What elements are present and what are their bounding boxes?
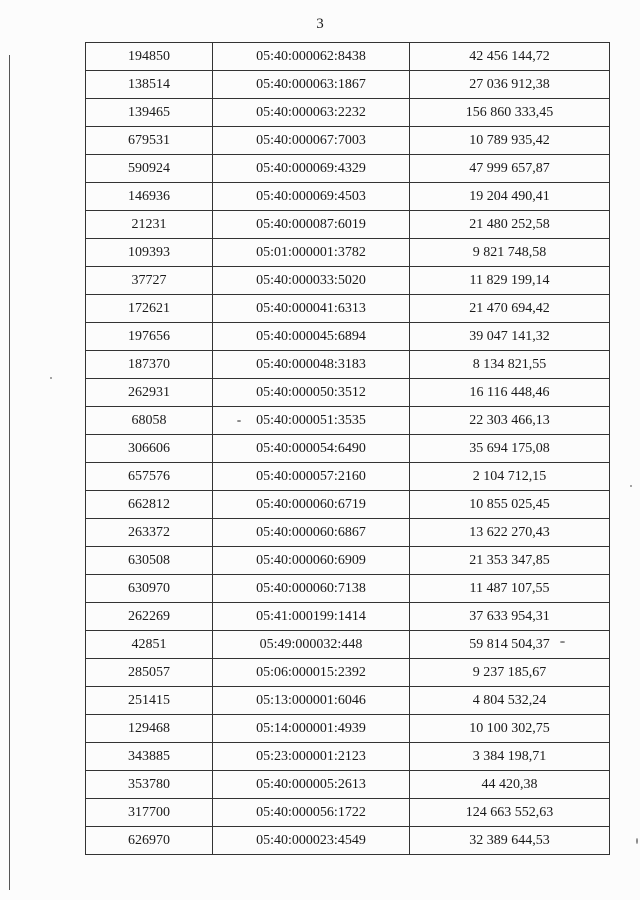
area-cell: 21231 [86, 211, 213, 239]
table-body [86, 43, 610, 855]
table-row [86, 435, 610, 463]
value-cell: 10 100 302,75 [410, 715, 610, 743]
cadastral-number-cell: 05:40:000067:7003 [213, 127, 410, 155]
table-row [86, 183, 610, 211]
value-cell: 2 104 712,15 [410, 463, 610, 491]
value-cell: 156 860 333,45 [410, 99, 610, 127]
cadastral-number-cell: 05:40:000060:6909 [213, 547, 410, 575]
area-cell: 139465 [86, 99, 213, 127]
scan-speck [630, 485, 632, 487]
cadastral-number-cell: 05:40:000069:4503 [213, 183, 410, 211]
area-cell: 679531 [86, 127, 213, 155]
cadastral-number-cell: 05:40:000063:1867 [213, 71, 410, 99]
cadastral-number-cell: 05:40:000057:2160 [213, 463, 410, 491]
cadastral-number-cell: 05:06:000015:2392 [213, 659, 410, 687]
table-row [86, 799, 610, 827]
cadastral-number-cell: 05:01:000001:3782 [213, 239, 410, 267]
cadastral-number-cell: 05:23:000001:2123 [213, 743, 410, 771]
table-row [86, 127, 610, 155]
cadastral-number-cell: 05:40:000033:5020 [213, 267, 410, 295]
value-cell: 47 999 657,87 [410, 155, 610, 183]
value-cell: 11 829 199,14 [410, 267, 610, 295]
area-cell: 262931 [86, 379, 213, 407]
value-cell: 8 134 821,55 [410, 351, 610, 379]
value-cell: 21 480 252,58 [410, 211, 610, 239]
table-row [86, 71, 610, 99]
cadastral-number-cell: 05:40:000048:3183 [213, 351, 410, 379]
value-cell: 39 047 141,32 [410, 323, 610, 351]
area-cell: 251415 [86, 687, 213, 715]
area-cell: 109393 [86, 239, 213, 267]
table-row [86, 155, 610, 183]
area-cell: 285057 [86, 659, 213, 687]
table-row [86, 575, 610, 603]
area-cell: 317700 [86, 799, 213, 827]
value-cell: 9 237 185,67 [410, 659, 610, 687]
table-row [86, 547, 610, 575]
table-row [86, 323, 610, 351]
cadastral-number-cell: 05:13:000001:6046 [213, 687, 410, 715]
value-cell: 11 487 107,55 [410, 575, 610, 603]
area-cell: 263372 [86, 519, 213, 547]
area-cell: 353780 [86, 771, 213, 799]
area-cell: 42851 [86, 631, 213, 659]
value-cell: 10 789 935,42 [410, 127, 610, 155]
table-row [86, 407, 610, 435]
cadastral-number-cell: 05:40:000056:1722 [213, 799, 410, 827]
table-row [86, 239, 610, 267]
area-cell: 129468 [86, 715, 213, 743]
value-cell: 42 456 144,72 [410, 43, 610, 71]
value-cell: 44 420,38 [410, 771, 610, 799]
area-cell: 590924 [86, 155, 213, 183]
value-cell: 3 384 198,71 [410, 743, 610, 771]
table-row [86, 827, 610, 855]
area-cell: 197656 [86, 323, 213, 351]
cadastral-number-cell: 05:40:000050:3512 [213, 379, 410, 407]
area-cell: 194850 [86, 43, 213, 71]
scan-speck [560, 641, 565, 643]
cadastral-number-cell: 05:49:000032:448 [213, 631, 410, 659]
value-cell: 10 855 025,45 [410, 491, 610, 519]
table-row [86, 99, 610, 127]
table-row [86, 211, 610, 239]
cadastral-number-cell: 05:41:000199:1414 [213, 603, 410, 631]
cadastral-number-cell: 05:40:000005:2613 [213, 771, 410, 799]
page-edge-rule [9, 55, 10, 890]
cadastral-number-cell: 05:40:000060:7138 [213, 575, 410, 603]
cadastral-table [85, 42, 610, 855]
value-cell: 4 804 532,24 [410, 687, 610, 715]
area-cell: 37727 [86, 267, 213, 295]
cadastral-number-cell: 05:40:000069:4329 [213, 155, 410, 183]
table-row [86, 715, 610, 743]
area-cell: 138514 [86, 71, 213, 99]
area-cell: 187370 [86, 351, 213, 379]
table-row [86, 379, 610, 407]
scan-speck [636, 838, 638, 844]
value-cell: 124 663 552,63 [410, 799, 610, 827]
table-row [86, 603, 610, 631]
area-cell: 630970 [86, 575, 213, 603]
page-number: 3 [316, 16, 324, 32]
area-cell: 662812 [86, 491, 213, 519]
value-cell: 59 814 504,37 [410, 631, 610, 659]
table-row [86, 43, 610, 71]
table-row [86, 267, 610, 295]
area-cell: 262269 [86, 603, 213, 631]
area-cell: 343885 [86, 743, 213, 771]
area-cell: 626970 [86, 827, 213, 855]
scan-speck [50, 377, 52, 379]
value-cell: 37 633 954,31 [410, 603, 610, 631]
value-cell: 13 622 270,43 [410, 519, 610, 547]
cadastral-number-cell: 05:40:000054:6490 [213, 435, 410, 463]
scan-speck [237, 420, 241, 422]
table-row [86, 491, 610, 519]
value-cell: 21 353 347,85 [410, 547, 610, 575]
area-cell: 146936 [86, 183, 213, 211]
table-row [86, 687, 610, 715]
area-cell: 68058 [86, 407, 213, 435]
table-row [86, 743, 610, 771]
cadastral-number-cell: 05:40:000087:6019 [213, 211, 410, 239]
cadastral-number-cell: 05:40:000023:4549 [213, 827, 410, 855]
cadastral-number-cell: 05:40:000041:6313 [213, 295, 410, 323]
table-row [86, 463, 610, 491]
table-row [86, 351, 610, 379]
cadastral-number-cell: 05:14:000001:4939 [213, 715, 410, 743]
value-cell: 35 694 175,08 [410, 435, 610, 463]
value-cell: 27 036 912,38 [410, 71, 610, 99]
cadastral-number-cell: 05:40:000045:6894 [213, 323, 410, 351]
area-cell: 306606 [86, 435, 213, 463]
cadastral-number-cell: 05:40:000060:6719 [213, 491, 410, 519]
cadastral-number-cell: 05:40:000062:8438 [213, 43, 410, 71]
value-cell: 9 821 748,58 [410, 239, 610, 267]
area-cell: 657576 [86, 463, 213, 491]
cadastral-number-cell: 05:40:000063:2232 [213, 99, 410, 127]
table-row [86, 771, 610, 799]
value-cell: 19 204 490,41 [410, 183, 610, 211]
table-row [86, 631, 610, 659]
table-row [86, 659, 610, 687]
value-cell: 22 303 466,13 [410, 407, 610, 435]
value-cell: 32 389 644,53 [410, 827, 610, 855]
cadastral-number-cell: 05:40:000051:3535 [213, 407, 410, 435]
area-cell: 630508 [86, 547, 213, 575]
area-cell: 172621 [86, 295, 213, 323]
cadastral-number-cell: 05:40:000060:6867 [213, 519, 410, 547]
value-cell: 16 116 448,46 [410, 379, 610, 407]
table-row [86, 295, 610, 323]
value-cell: 21 470 694,42 [410, 295, 610, 323]
table-row [86, 519, 610, 547]
